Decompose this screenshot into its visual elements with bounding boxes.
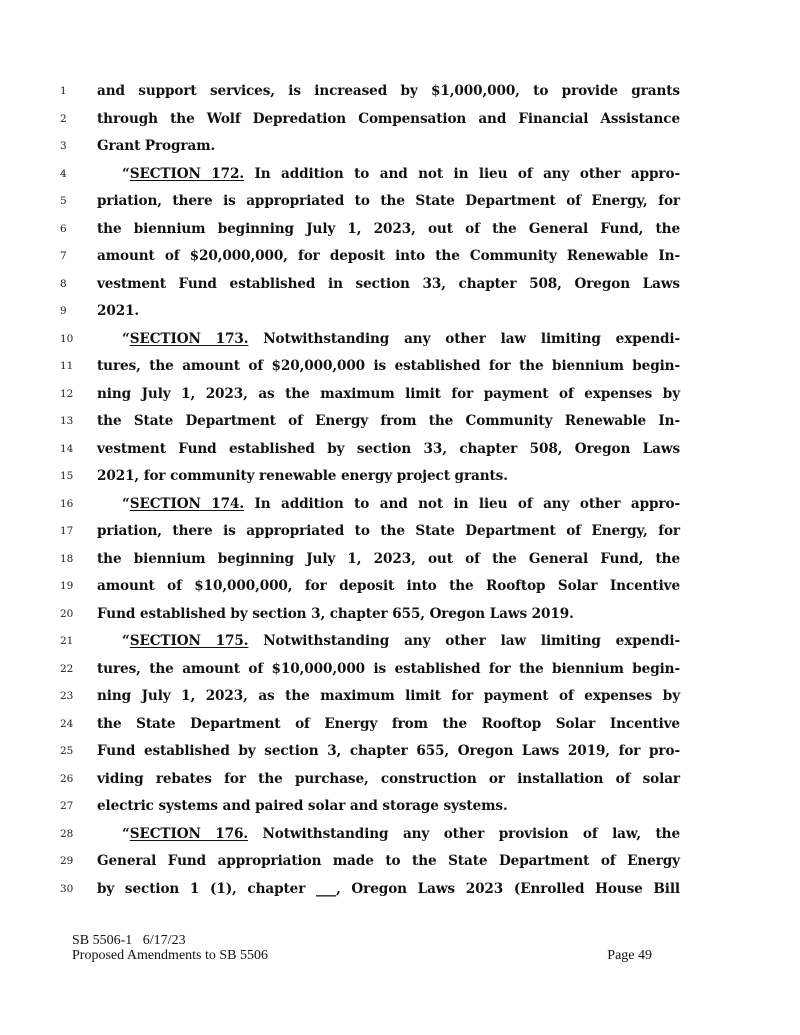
document-line [60, 298, 680, 326]
line-number: 27 [60, 800, 74, 812]
document-line [60, 793, 680, 821]
document-line [60, 546, 680, 574]
line-text: electric systems and paired solar and storage systems. [97, 798, 508, 814]
line-text: viding rebates for the purchase, construction or installation of solar [97, 770, 680, 787]
line-text: by section 1 (1), chapter ___, Oregon Laws 2023 (Enrolled House Bill [97, 880, 680, 897]
line-number: 10 [60, 332, 74, 345]
line-number: 16 [60, 497, 74, 510]
line-text [97, 491, 680, 519]
document-line [60, 216, 680, 244]
document-line [60, 491, 680, 519]
line-number: 7 [60, 250, 67, 262]
line-text: Grant Program. [97, 138, 216, 154]
document-line [60, 821, 680, 849]
line-text [97, 628, 680, 656]
line-number: 4 [60, 167, 67, 180]
document-line [60, 161, 680, 189]
document-line [60, 848, 680, 876]
line-number: 21 [60, 635, 74, 647]
line-number: 5 [60, 195, 67, 207]
open-quote: “ [122, 495, 130, 512]
line-text [97, 161, 680, 189]
document-body [60, 78, 680, 903]
line-number: 9 [60, 305, 67, 317]
document-line [60, 766, 680, 794]
line-text: the State Department of Energy from the Rooftop Solar Incentive [97, 715, 680, 732]
section-text: In addition to and not in lieu of any other appro- [243, 495, 680, 512]
line-text: General Fund appropriation made to the State Department of Energy [97, 853, 680, 869]
document-line [60, 518, 680, 546]
line-text: the State Department of Energy from the Community Renewable In- [97, 413, 680, 429]
line-number: 19 [60, 580, 74, 592]
line-text: 2021. [97, 303, 140, 319]
footer-bill-id-date: SB 5506-1 6/17/23 [72, 933, 186, 948]
document-line [60, 106, 680, 134]
line-text: 2021, for community renewable energy project grants. [97, 468, 508, 484]
document-line [60, 133, 680, 161]
document-line [60, 628, 680, 656]
line-number: 12 [60, 387, 74, 400]
line-text: vestment Fund established in section 33, chapter 508, Oregon Laws [97, 275, 680, 292]
document-line [60, 408, 680, 436]
section-heading: SECTION 175. [129, 633, 249, 649]
document-line [60, 243, 680, 271]
section-heading: SECTION 174. [129, 495, 244, 512]
document-line [60, 326, 680, 354]
line-text: the biennium beginning July 1, 2023, out of the General Fund, the [97, 220, 680, 237]
document-line [60, 381, 680, 409]
line-number: 17 [60, 525, 74, 537]
line-text: priation, there is appropriated to the State Department of Energy, for [97, 523, 680, 539]
page-number: Page 49 [607, 948, 652, 963]
line-number: 26 [60, 772, 74, 785]
page-footer [72, 933, 652, 963]
line-text: Fund established by section 3, chapter 655, Oregon Laws 2019. [97, 605, 574, 622]
line-number: 25 [60, 745, 74, 757]
document-line [60, 738, 680, 766]
line-text: through the Wolf Depredation Compensation and Financial Assistance [97, 110, 680, 127]
section-text: Notwithstanding any other law limiting expendi- [248, 633, 680, 649]
document-line [60, 711, 680, 739]
open-quote: “ [122, 165, 130, 182]
line-text [97, 326, 680, 354]
section-heading: SECTION 176. [129, 825, 248, 842]
document-line [60, 271, 680, 299]
line-text: vestment Fund established by section 33, chapter 508, Oregon Laws [97, 440, 680, 457]
line-number: 28 [60, 827, 74, 840]
line-text [97, 821, 680, 849]
line-text: ning July 1, 2023, as the maximum limit for payment of expenses by [97, 688, 680, 704]
section-heading: SECTION 173. [129, 330, 249, 347]
line-text: ning July 1, 2023, as the maximum limit for payment of expenses by [97, 385, 680, 402]
document-line [60, 436, 680, 464]
document-line [60, 463, 680, 491]
line-number: 13 [60, 415, 74, 427]
line-number: 14 [60, 442, 74, 455]
line-number: 23 [60, 690, 74, 702]
document-line [60, 78, 680, 106]
document-line [60, 573, 680, 601]
line-text: the biennium beginning July 1, 2023, out of the General Fund, the [97, 550, 680, 567]
line-number: 24 [60, 717, 74, 730]
document-line [60, 188, 680, 216]
line-number: 11 [60, 360, 74, 372]
line-text: tures, the amount of $10,000,000 is established for the biennium begin- [97, 660, 680, 677]
line-number: 15 [60, 470, 74, 482]
open-quote: “ [122, 633, 130, 649]
line-number: 6 [60, 222, 67, 235]
document-line [60, 353, 680, 381]
line-number: 3 [60, 140, 67, 152]
document-line [60, 876, 680, 904]
open-quote: “ [122, 330, 130, 347]
line-number: 8 [60, 277, 67, 290]
line-text: Fund established by section 3, chapter 655, Oregon Laws 2019, for pro- [97, 743, 680, 759]
section-text: Notwithstanding any other provision of law, the [247, 825, 681, 842]
line-number: 18 [60, 552, 74, 565]
section-heading: SECTION 172. [129, 165, 244, 182]
line-number: 1 [60, 85, 67, 97]
document-line [60, 656, 680, 684]
document-line [60, 601, 680, 629]
line-number: 2 [60, 112, 67, 125]
line-text: and support services, is increased by $1,000,000, to provide grants [97, 83, 680, 99]
line-text: tures, the amount of $20,000,000 is established for the biennium begin- [97, 358, 680, 374]
line-number: 22 [60, 662, 74, 675]
line-text: priation, there is appropriated to the State Department of Energy, for [97, 193, 680, 209]
line-number: 30 [60, 882, 74, 895]
section-text: Notwithstanding any other law limiting expendi- [248, 330, 680, 347]
line-number: 29 [60, 855, 74, 867]
open-quote: “ [122, 825, 130, 842]
line-number: 20 [60, 607, 74, 620]
line-text: amount of $10,000,000, for deposit into the Rooftop Solar Incentive [97, 578, 680, 594]
footer-title: Proposed Amendments to SB 5506 [72, 948, 269, 963]
line-text: amount of $20,000,000, for deposit into the Community Renewable In- [97, 248, 680, 264]
section-text: In addition to and not in lieu of any other appro- [243, 165, 680, 182]
document-line [60, 683, 680, 711]
